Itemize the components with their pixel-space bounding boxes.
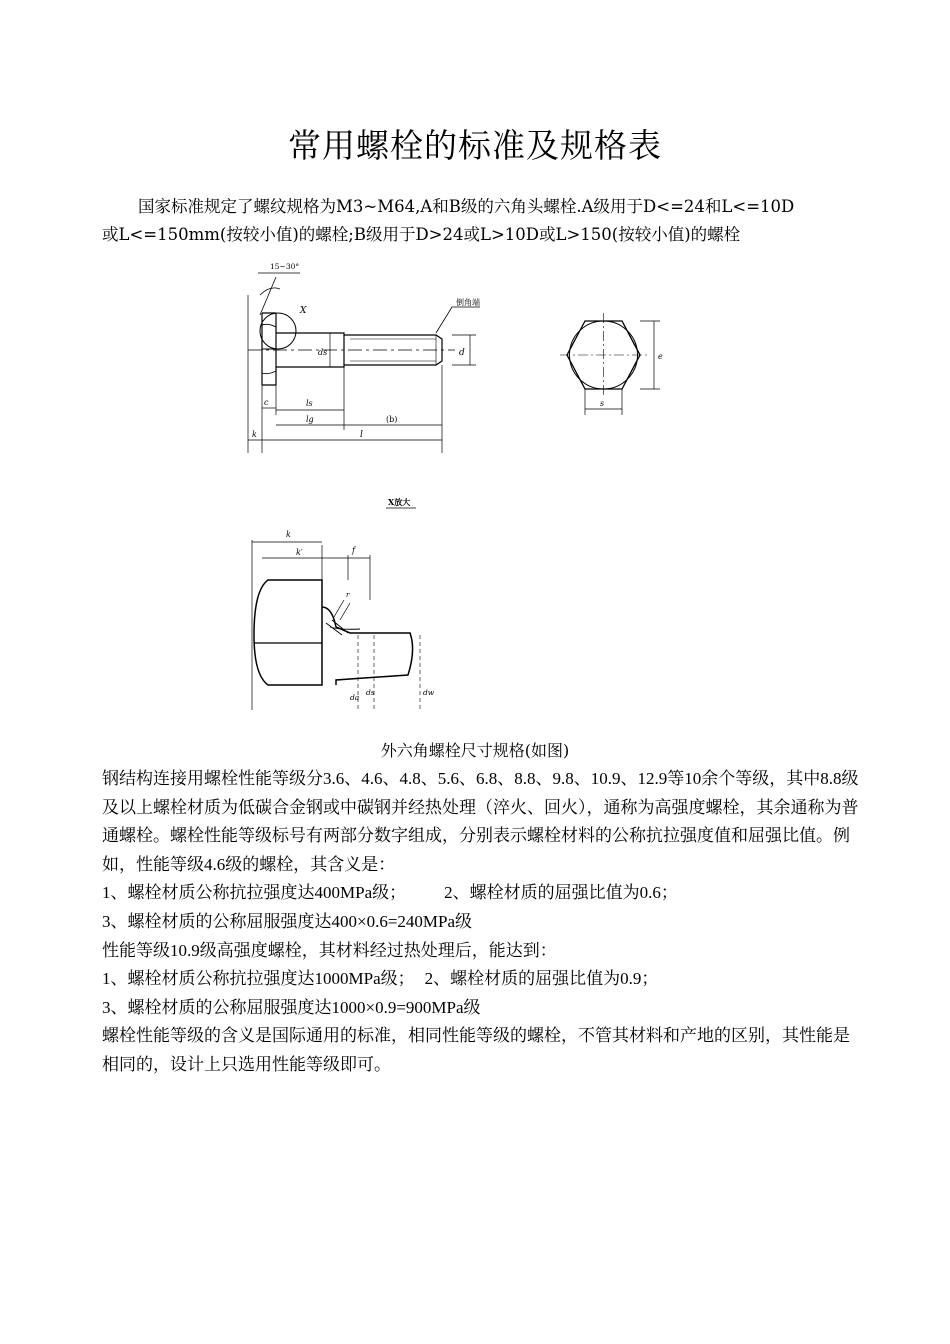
c-label: c — [264, 398, 269, 407]
x-enlarged-label: X放大 — [388, 497, 411, 507]
dw-label: dw — [423, 688, 435, 697]
grade-10-9-line-1: 1、螺栓材质公称抗拉强度达1000MPa级； 2、螺栓材质的屈强比值为0.9； — [102, 969, 659, 989]
f-label: f — [352, 546, 355, 555]
k-prime-label: k′ — [296, 548, 303, 557]
ds2-label: ds — [366, 688, 375, 697]
extension-lines — [248, 295, 442, 453]
l-label: l — [360, 430, 363, 440]
grade-4-6-line-2: 3、螺栓材质的公称屈服强度达400×0.6=240MPa级 — [102, 911, 473, 931]
ds-label: ds — [318, 348, 328, 357]
hex-centerlines — [560, 313, 648, 397]
lg-label: lg — [306, 415, 314, 424]
bolt-drawing-figure — [240, 255, 700, 725]
bolt-drawing — [240, 255, 700, 725]
detail-head — [254, 580, 322, 685]
detail-x-view — [252, 530, 435, 710]
b-label: (b) — [386, 415, 398, 424]
s-label: s — [600, 399, 605, 408]
da-label: da — [350, 693, 360, 702]
e-label: e — [658, 352, 663, 361]
figure-caption: 外六角螺栓尺寸规格(如图) — [380, 741, 570, 760]
chamfer-leader — [436, 307, 480, 333]
detail-circle-x — [260, 313, 296, 349]
r-label: r — [346, 591, 350, 599]
body-text — [102, 765, 862, 1080]
d-label: d — [459, 348, 465, 358]
grade-10-9-line-2: 3、螺栓材质的公称屈服强度达1000×0.9=900MPa级 — [102, 997, 481, 1017]
intro-line-1: 国家标准规定了螺纹规格为M3~M64,A和B级的六角头螺栓.A级用于D<=24和L<=10D — [138, 197, 795, 216]
r-leader — [334, 600, 350, 620]
grade-10-9-intro: 性能等级10.9级高强度螺栓，其材料经过热处理后，能达到： — [102, 940, 557, 960]
x-mark-label: X — [300, 306, 307, 316]
k-label: k — [252, 430, 257, 439]
chamfer-label: 倒角端 — [456, 298, 480, 307]
angle-label: 15~30° — [270, 262, 300, 271]
page-title: 常用螺栓的标准及规格表 — [288, 126, 662, 165]
hex-end-view — [560, 313, 663, 415]
angle-leader — [258, 273, 300, 315]
detail-bottom-extensions — [358, 635, 420, 710]
e-dimension — [640, 321, 660, 389]
paragraph-grades: 钢结构连接用螺栓性能等级分3.6、4.6、4.8、5.6、6.8、8.8、9.8、10.9、12.9等10余个等级，其中8.8级及以上螺栓材质为低碳合金钢或中碳钢并经热处理（淬火、回火），通称为高强度螺栓，其余通称为普通螺栓。螺栓性能等级标号有两部分数字组成，分别表示螺栓材料的公称抗拉强度值和屈强比值。例如，性能等级4.6级的螺栓，其含义是： — [102, 769, 859, 874]
intro-line-2: 或L<=150mm(按较小值)的螺栓;B级用于D>24或L>10D或L>150(按较小值)的螺栓 — [102, 225, 741, 244]
paragraph-conclusion: 螺栓性能等级的含义是国际通用的标准，相同性能等级的螺栓，不管其材料和产地的区别，其性能是相同的，设计上只选用性能等级即可。 — [102, 1026, 850, 1074]
ls-label: ls — [306, 399, 313, 408]
grade-4-6-line-1: 1、螺栓材质公称抗拉强度达400MPa级； 2、螺栓材质的屈强比值为0.6； — [102, 883, 678, 903]
intro-paragraph — [102, 193, 862, 249]
k2-label: k — [286, 530, 291, 539]
detail-shank — [322, 607, 413, 685]
